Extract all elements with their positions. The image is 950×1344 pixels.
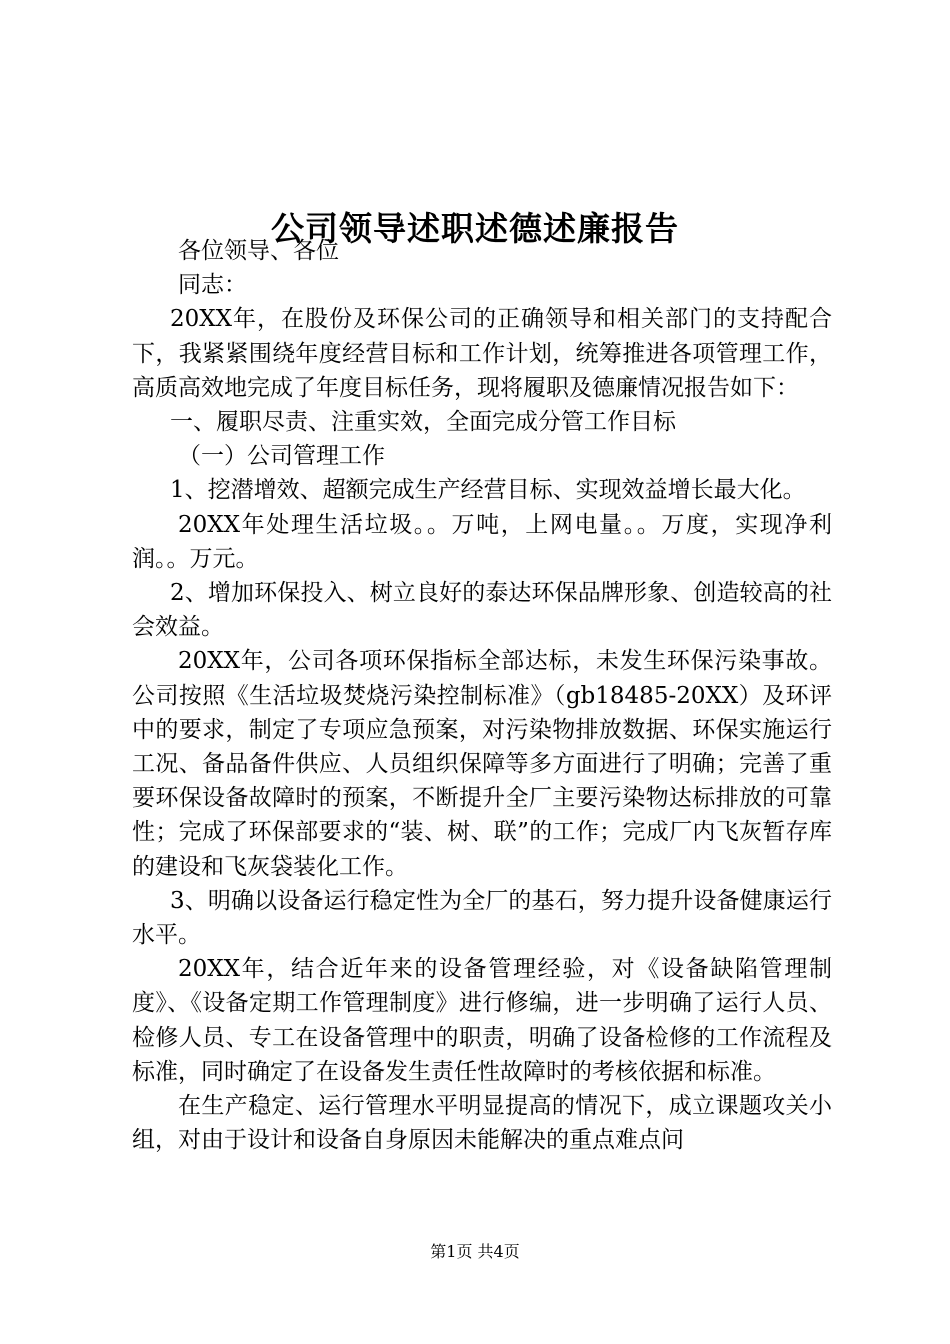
paragraph-item-2: 20XX年，公司各项环保指标全部达标，未发生环保污染事故。公司按照《生活垃圾焚烧污染控制标准》（gb18485-20XX）及环评中的要求，制定了专项应急预案，对污染物排放数据、环保实施运行工况、备品备件供应、人员组织保障等多方面进行了明确；完善了重要环保设备故障时的预案，不断提升全厂主要污染物达标排放的可靠性；完成了环保部要求的“装、树、联”的工作；完成厂内飞灰暂存库的建设和飞灰袋装化工作。 xyxy=(132,648,832,880)
section-heading-1: 一、履职尽责、注重实效，全面完成分管工作目标 xyxy=(170,409,676,436)
item-heading-3: 3、明确以设备运行稳定性为全厂的基石，努力提升设备健康运行水平。 xyxy=(132,887,832,949)
paragraph-item-1: 20XX年处理生活垃圾。。万吨，上网电量。。万度，实现净利润。。万元。 xyxy=(132,511,832,572)
paragraph-salutation-1: 各位领导、各位 xyxy=(178,238,339,264)
item-heading-1: 1、挖潜增效、超额完成生产经营目标、实现效益增长最大化。 xyxy=(170,477,806,504)
document-title: 公司领导述职述德述廉报告 xyxy=(271,209,679,249)
page-footer: 第1页 共4页 xyxy=(430,1242,520,1261)
document-body xyxy=(132,234,832,1157)
paragraph-item-3: 20XX年，结合近年来的设备管理经验，对《设备缺陷管理制度》、《设备定期工作管理制度》进行修编，进一步明确了运行人员、检修人员、专工在设备管理中的职责，明确了设备检修的工作流程及标准，同时确定了在设备发生责任性故障时的考核依据和标准。 xyxy=(132,956,832,1085)
item-heading-2: 2、增加环保投入、树立良好的泰达环保品牌形象、创造较高的社会效益。 xyxy=(132,580,832,641)
paragraph-item-3-continued: 在生产稳定、运行管理水平明显提高的情况下，成立课题攻关小组，对由于设计和设备自身原因未能解决的重点难点问 xyxy=(132,1093,832,1154)
paragraph-intro: 20XX年，在股份及环保公司的正确领导和相关部门的支持配合下，我紧紧围绕年度经营目标和工作计划，统筹推进各项管理工作，高质高效地完成了年度目标任务，现将履职及德廉情况报告如下： xyxy=(132,306,832,401)
subsection-heading-1: （一）公司管理工作 xyxy=(178,443,385,470)
paragraph-salutation-2: 同志： xyxy=(178,272,247,299)
